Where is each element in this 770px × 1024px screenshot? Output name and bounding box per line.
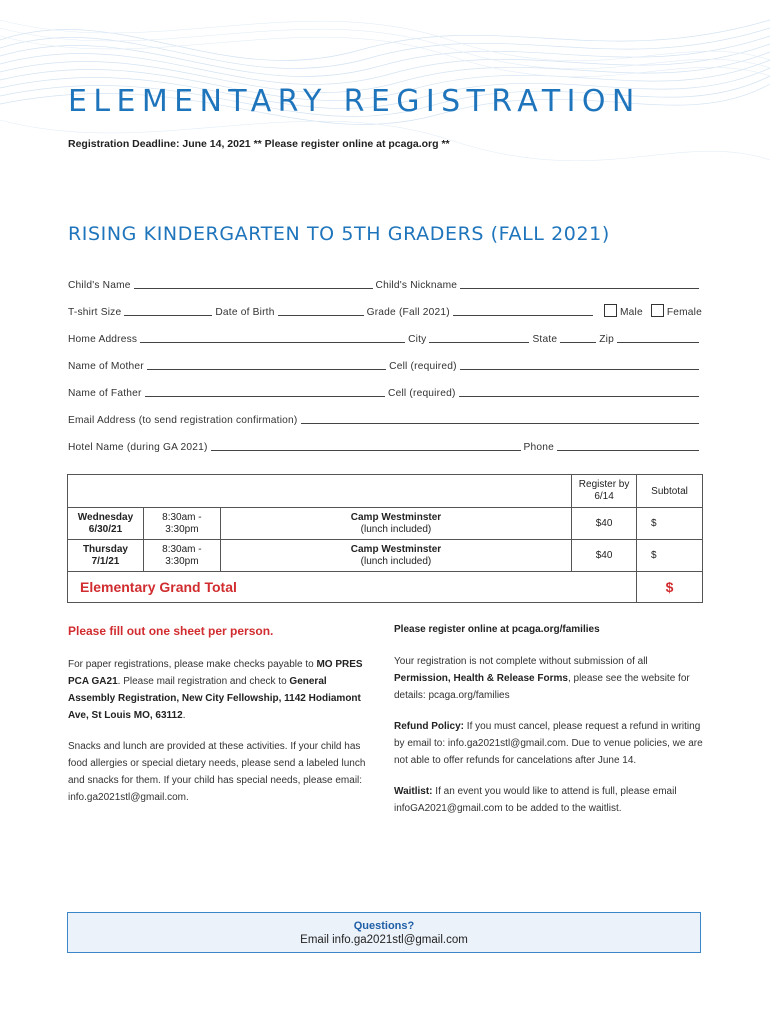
form-row-names	[68, 277, 702, 291]
page-title: ELEMENTARY REGISTRATION	[68, 84, 641, 119]
event-note: (lunch included)	[360, 555, 432, 567]
hotel-name-label: Hotel Name (during GA 2021)	[68, 442, 208, 453]
mail-address: 1142 Hodiamont Ave, St Louis MO, 63112	[68, 693, 361, 721]
event-note: (lunch included)	[360, 523, 432, 535]
event-name: Camp Westminster	[350, 511, 442, 523]
phone-label: Phone	[523, 442, 554, 453]
table-row	[68, 508, 703, 540]
questions-email[interactable]: Email info.ga2021stl@gmail.com	[300, 934, 468, 946]
table-header-row	[68, 475, 703, 508]
event-cell	[220, 540, 571, 572]
father-cell-field[interactable]	[459, 396, 699, 397]
time-end: 3:30pm	[165, 555, 199, 567]
waitlist-label: Waitlist:	[394, 786, 433, 797]
date-text: 7/1/21	[91, 555, 120, 567]
paper-reg-text: For paper registrations, please make checks payable to	[68, 659, 314, 670]
form-row-details	[68, 304, 702, 318]
table-header-blank	[68, 475, 572, 508]
father-cell-label: Cell (required)	[388, 388, 456, 399]
refund-policy-label: Refund Policy:	[394, 721, 465, 732]
childs-nickname-field[interactable]	[460, 288, 699, 289]
section-subtitle: RISING KINDERGARTEN TO 5TH GRADERS (FALL 2021)	[68, 223, 610, 245]
zip-field[interactable]	[617, 342, 699, 343]
required-forms: Permission, Health & Release Forms	[394, 673, 568, 684]
registration-deadline: Registration Deadline: June 14, 2021 ** Please register online at pcaga.org **	[68, 138, 450, 150]
date-of-birth-label: Date of Birth	[215, 307, 275, 318]
form-row-mother	[68, 358, 702, 372]
home-address-field[interactable]	[140, 342, 405, 343]
snacks-paragraph: Snacks and lunch are provided at these activities. If your child has food allergies or special dietary needs, please send a labeled lunch and snacks for them. If your child has special needs, please email: info.ga2021stl@gmail.com.	[68, 741, 366, 803]
address-period: .	[182, 710, 186, 721]
tshirt-size-field[interactable]	[124, 315, 212, 316]
male-label: Male	[619, 307, 643, 318]
event-name: Camp Westminster	[350, 543, 442, 555]
grand-total-value[interactable]: $	[637, 572, 703, 603]
time-start: 8:30am -	[162, 511, 202, 523]
table-row	[68, 540, 703, 572]
completion-text: Your registration is not complete without submission of all	[394, 656, 648, 667]
grand-total-row	[68, 572, 703, 603]
date-of-birth-field[interactable]	[278, 315, 364, 316]
name-of-father-field[interactable]	[145, 396, 385, 397]
female-label: Female	[666, 307, 702, 318]
form-row-father	[68, 385, 702, 399]
date-text: 6/30/21	[88, 523, 123, 535]
form-row-email	[68, 412, 702, 426]
register-online-heading: Please register online at pcaga.org/families	[394, 624, 600, 635]
email-address-field[interactable]	[301, 423, 700, 424]
price-cell: $40	[572, 540, 637, 572]
form-row-address	[68, 331, 702, 345]
mother-cell-field[interactable]	[460, 369, 699, 370]
waitlist-text: If an event you would like to attend is full, please email infoGA2021@gmail.com to be added to the waitlist.	[394, 786, 677, 814]
day-cell	[68, 540, 144, 572]
left-info-column	[68, 624, 368, 820]
city-label: City	[408, 334, 427, 345]
time-end: 3:30pm	[165, 523, 199, 535]
refund-policy-paragraph	[394, 718, 706, 769]
state-field[interactable]	[560, 342, 596, 343]
phone-field[interactable]	[557, 450, 699, 451]
refund-policy-text: If you must cancel, please request a refund in writing by email to: info.ga2021stl@gmail.com. Due to venue policies, we are not able to offer refunds for cancelations after June 14.	[394, 721, 703, 766]
payee-name: MO PRES PCA GA21	[68, 659, 363, 687]
female-checkbox[interactable]	[651, 304, 664, 317]
day-text: Wednesday	[77, 511, 134, 523]
completion-paragraph	[394, 653, 706, 704]
form-row-hotel	[68, 439, 702, 453]
time-cell	[143, 508, 220, 540]
day-text: Thursday	[82, 543, 128, 555]
time-cell	[143, 540, 220, 572]
mail-instructions-text: . Please mail registration and check to	[117, 676, 287, 687]
one-sheet-heading: Please fill out one sheet per person.	[68, 624, 274, 638]
home-address-label: Home Address	[68, 334, 138, 345]
state-label: State	[532, 334, 558, 345]
hotel-name-field[interactable]	[211, 450, 521, 451]
website-details-text: , please see the website for details: pcaga.org/families	[394, 673, 690, 701]
mother-cell-label: Cell (required)	[389, 361, 457, 372]
mail-recipient: General Assembly Registration, New City Fellowship,	[68, 676, 327, 704]
day-cell	[68, 508, 144, 540]
grand-total-label: Elementary Grand Total	[68, 572, 637, 603]
name-of-mother-label: Name of Mother	[68, 361, 144, 372]
subtotal-header: Subtotal	[637, 475, 703, 508]
price-cell: $40	[572, 508, 637, 540]
name-of-father-label: Name of Father	[68, 388, 142, 399]
name-of-mother-field[interactable]	[147, 369, 386, 370]
childs-nickname-label: Child's Nickname	[375, 280, 458, 291]
questions-title: Questions?	[353, 920, 415, 932]
questions-box	[67, 912, 701, 953]
registration-table	[67, 474, 703, 603]
tshirt-size-label: T-shirt Size	[68, 307, 122, 318]
email-address-label: Email Address (to send registration confirmation)	[68, 415, 298, 426]
childs-name-field[interactable]	[134, 288, 373, 289]
childs-name-label: Child's Name	[68, 280, 131, 291]
grade-field[interactable]	[453, 315, 593, 316]
male-checkbox[interactable]	[604, 304, 617, 317]
city-field[interactable]	[429, 342, 529, 343]
zip-label: Zip	[599, 334, 614, 345]
waitlist-paragraph	[394, 783, 706, 817]
register-by-header: Register by 6/14	[572, 475, 637, 508]
subtotal-cell[interactable]: $	[637, 540, 703, 572]
grade-label: Grade (Fall 2021)	[366, 307, 450, 318]
paper-registration-paragraph	[68, 656, 368, 724]
subtotal-cell[interactable]: $	[637, 508, 703, 540]
event-cell	[220, 508, 571, 540]
right-info-column	[394, 624, 706, 831]
time-start: 8:30am -	[162, 543, 202, 555]
